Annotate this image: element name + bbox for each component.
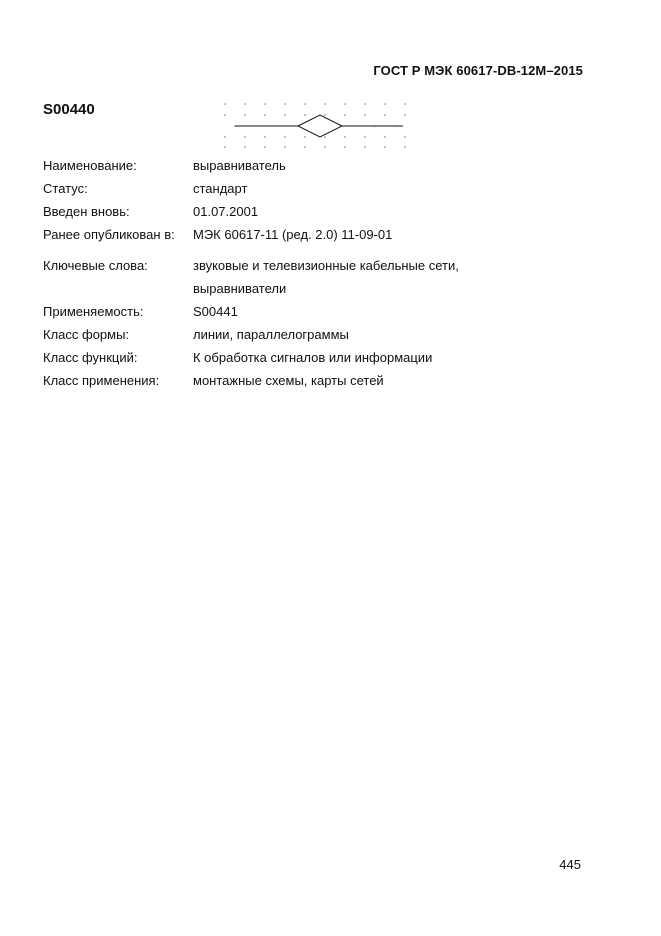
- property-value: [193, 254, 493, 300]
- property-label: Класс формы:: [43, 327, 130, 342]
- symbol-code: S00440: [43, 101, 95, 118]
- property-row-application-class: [43, 369, 493, 392]
- equalizer-symbol-icon: [222, 100, 412, 155]
- properties-table: [43, 154, 493, 392]
- property-value: монтажные схемы, карты сетей: [193, 373, 384, 388]
- property-row-name: [43, 154, 493, 177]
- property-value: МЭК 60617-11 (ред. 2.0) 11-09-01: [193, 227, 393, 242]
- property-row-keywords: [43, 254, 493, 300]
- property-value: 01.07.2001: [193, 204, 259, 219]
- keywords-line-1: звуковые и телевизионные кабельные сети,: [193, 258, 459, 273]
- property-label: Статус:: [43, 181, 88, 196]
- property-label: Наименование:: [43, 158, 137, 173]
- property-value: S00441: [193, 304, 238, 319]
- property-label: Введен вновь:: [43, 204, 130, 219]
- property-value: выравниватель: [193, 158, 286, 173]
- property-label: Ранее опубликован в:: [43, 227, 175, 242]
- symbol-drawing: [222, 100, 412, 150]
- property-row-function-class: [43, 346, 493, 369]
- property-value: стандарт: [193, 181, 248, 196]
- property-row-previously-published: [43, 223, 493, 246]
- property-value: К обработка сигналов или информации: [193, 350, 433, 365]
- property-label: Применяемость:: [43, 304, 144, 319]
- keywords-line-2: выравниватели: [193, 281, 287, 296]
- property-row-applicability: [43, 300, 493, 323]
- symbol-lines: [235, 115, 403, 137]
- page-number: 445: [559, 857, 581, 872]
- property-label: Ключевые слова:: [43, 258, 148, 273]
- property-label: Класс функций:: [43, 350, 138, 365]
- property-row-shape-class: [43, 323, 493, 346]
- property-row-status: [43, 177, 493, 200]
- property-row-introduced: [43, 200, 493, 223]
- document-header: ГОСТ Р МЭК 60617-DB-12М–2015: [373, 63, 583, 78]
- property-value: линии, параллелограммы: [193, 327, 349, 342]
- property-label: Класс применения:: [43, 373, 160, 388]
